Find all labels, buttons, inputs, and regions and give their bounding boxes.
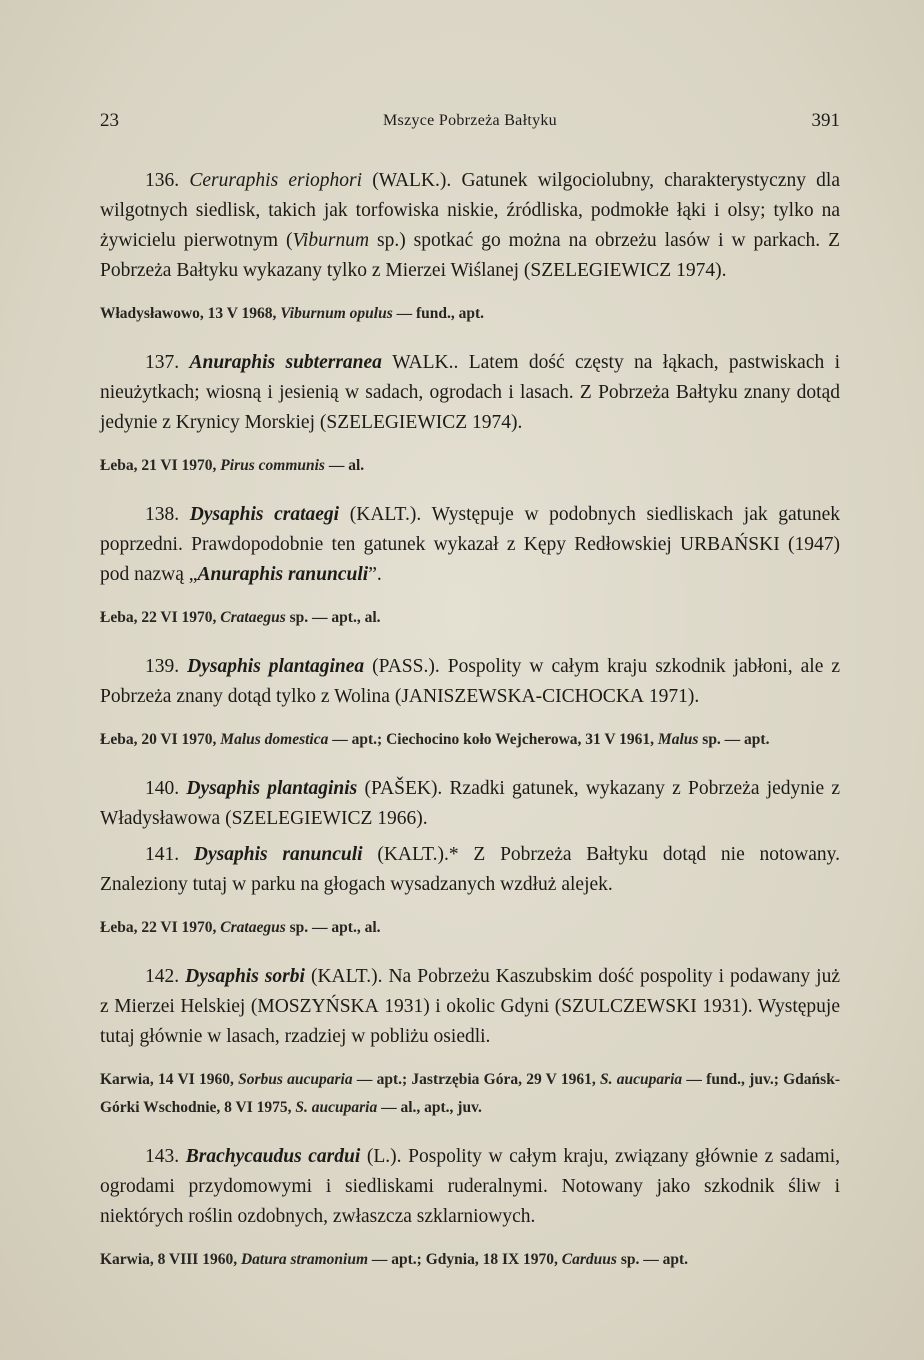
locality-record: [100, 914, 840, 942]
locality-text: — al.: [324, 457, 365, 474]
locality-host: Malus: [657, 731, 699, 748]
entry-text: 1931). Występuje tutaj głównie w lasach, rzadziej w pobliżu osiedli.: [100, 996, 841, 1047]
running-title: Mszyce Pobrzeża Bałtyku: [383, 112, 557, 129]
species-entry-143: [100, 1142, 840, 1274]
locality-host: Sorbus aucuparia: [238, 1071, 353, 1088]
reference-author: SZELEGIEWICZ: [530, 260, 672, 281]
species-entry-136: [100, 166, 840, 328]
entry-number: 139.: [145, 656, 180, 677]
entry-paragraph: [100, 1142, 840, 1232]
entry-text: Z Pobrzeża Bałtyku dotąd nie notowany. Znaleziony tutaj w parku na głogach wysadzanych wzdłuż alejek.: [100, 844, 841, 895]
entry-text: Pospolity w całym kraju, związany głównie z sadami, ogrodami przydomowymi i siedliskami ruderalnymi. Notowany jako szkodnik śliw i niektórych roślin ozdobnych, zwłaszcza szklarniowych.: [100, 1146, 840, 1227]
entry-paragraph: [100, 962, 840, 1052]
locality-text: Karwia, 8 VIII 1960,: [100, 1251, 241, 1268]
entry-text: 1974).: [467, 412, 523, 433]
species-author: WALK.: [392, 352, 454, 373]
species-name: Dysaphis plantaginea: [187, 656, 365, 677]
locality-text: — apt.; Jastrzębia Góra, 29 V 1961,: [352, 1071, 600, 1088]
entry-text: Latem dość częsty na łąkach, pastwiskach i nieużytkach; wiosną i jesienią w sadach, ogrodach i lasach. Z Pobrzeża Bałtyku znany dotąd jedynie z Krynicy Morskiej (: [100, 352, 841, 433]
locality-text: — fund., apt.: [392, 305, 485, 322]
species-author: (PAŠEK).: [364, 778, 443, 799]
locality-text: Władysławowo, 13 V 1968,: [100, 305, 281, 322]
reference-author: SZELEGIEWICZ: [326, 412, 468, 433]
species-name: Dysaphis sorbi: [185, 966, 305, 987]
locality-host: Carduus: [561, 1251, 617, 1268]
entry-text: Pospolity w całym kraju szkodnik jabłoni, ale z Pobrzeża znany dotąd tylko z Wolina (: [100, 656, 841, 707]
reference-author: URBAŃSKI: [680, 534, 780, 555]
entry-text: sp.) spotkać go można na obrzeżu lasów i w parkach. Z Pobrzeża Bałtyku wykazany tylko z Mierzei Wiślanej (: [100, 230, 841, 281]
locality-text: Łeba, 22 VI 1970,: [100, 919, 221, 936]
species-author: (WALK.).: [372, 170, 452, 191]
species-author: (KALT.).: [349, 504, 422, 525]
entry-text: (1947) pod nazwą „: [100, 534, 840, 585]
locality-record: [100, 1066, 840, 1122]
species-author: (KALT.).: [310, 966, 383, 987]
locality-text: — al., apt., juv.: [377, 1099, 482, 1116]
locality-text: Karwia, 14 VI 1960,: [100, 1071, 239, 1088]
entry-number: 141.: [145, 844, 180, 865]
entry-number: 137.: [145, 352, 180, 373]
entry-number: 138.: [145, 504, 180, 525]
locality-text: sp. — apt., al.: [285, 919, 381, 936]
species-entry-137: [100, 348, 840, 480]
main-text: [100, 166, 840, 1274]
locality-host: S. aucuparia: [295, 1099, 378, 1116]
entry-text: Gatunek wilgociolubny, charakterystyczny dla wilgotnych siedlisk, takich jak torfowiska niskie, źródliska, podmokłe łąki i olsy; tylko na żywicielu pierwotnym (: [100, 170, 840, 251]
locality-host: Datura stramonium: [240, 1251, 369, 1268]
entry-text: 1971).: [643, 686, 700, 707]
entry-paragraph: [100, 840, 840, 900]
page-header: [100, 110, 840, 140]
entry-text: Występuje w podobnych siedliskach jak gatunek poprzedni. Prawdopodobnie ten gatunek wykazał z Kępy Redłowskiej: [100, 504, 840, 555]
entry-number: 140.: [145, 778, 180, 799]
page-number: 391: [811, 110, 840, 131]
locality-text: sp. — apt.: [698, 731, 770, 748]
entry-text: 1974).: [671, 260, 727, 281]
species-author: (L.).: [366, 1146, 402, 1167]
entry-text: Na Pobrzeżu Kaszubskim dość pospolity i podawany już z Mierzei Helskiej (: [100, 966, 840, 1017]
entry-text: Rzadki gatunek, wykazany z Pobrzeża jedynie z Władysławowa (: [100, 778, 840, 829]
species-entry-140: [100, 774, 840, 834]
entry-paragraph: [100, 166, 840, 286]
species-entry-139: [100, 652, 840, 754]
locality-text: — fund., juv.; Gdańsk-Górki Wschodnie, 8 VI 1975,: [100, 1071, 840, 1116]
locality-record: [100, 300, 840, 328]
host-plant: Viburnum: [292, 230, 370, 251]
species-name: Brachycaudus cardui: [185, 1146, 361, 1167]
entry-paragraph: [100, 652, 840, 712]
species-entry-138: [100, 500, 840, 632]
entry-paragraph: 137. Anuraphis subterranea WALK.. Latem dość częsty na łąkach, pastwiskach i nieużytkach; wiosną i jesienią w sadach, ogrodach i lasach. Z Pobrzeża Bałtyku znany dotąd jedynie z Krynicy Morskiej (SZELEGIEWICZ 1974).: [100, 352, 841, 433]
locality-host: Malus domestica: [220, 731, 329, 748]
locality-text: Łeba, 22 VI 1970,: [100, 609, 221, 626]
entry-text: ”.: [368, 564, 382, 585]
reference-author: SZULCZEWSKI: [561, 996, 697, 1017]
entry-paragraph: [100, 774, 840, 834]
species-name: Dysaphis plantaginis: [186, 778, 358, 799]
entry-text: 1931) i okolic Gdyni (: [378, 996, 562, 1017]
locality-host: Pirus communis: [220, 457, 325, 474]
species-author: (KALT.).*: [377, 844, 459, 865]
species-name: Dysaphis ranunculi: [193, 844, 363, 865]
species-entry-142: [100, 962, 840, 1122]
locality-record: [100, 1246, 840, 1274]
locality-host: Crataegus: [220, 609, 286, 626]
locality-record: [100, 452, 840, 480]
locality-record: [100, 604, 840, 632]
locality-host: S. aucuparia: [599, 1071, 683, 1088]
journal-issue-number: 23: [100, 110, 119, 131]
species-name: Anuraphis subterranea: [189, 352, 382, 373]
entry-text: 1966).: [372, 808, 428, 829]
locality-text: Łeba, 20 VI 1970,: [100, 731, 221, 748]
entry-number: 136.: [145, 170, 180, 191]
reference-author: JANISZEWSKA-CICHOCKA: [401, 686, 644, 707]
locality-text: sp. — apt.: [616, 1251, 689, 1268]
locality-text: sp. — apt., al.: [285, 609, 381, 626]
reference-author: SZELEGIEWICZ: [231, 808, 373, 829]
entry-paragraph: [100, 500, 840, 590]
locality-text: — apt.; Ciechocino koło Wejcherowa, 31 V 1961,: [328, 731, 658, 748]
species-entry-141: [100, 840, 840, 942]
locality-text: — apt.; Gdynia, 18 IX 1970,: [368, 1251, 562, 1268]
entry-number: 143.: [145, 1146, 180, 1167]
reference-author: MOSZYŃSKA: [257, 996, 379, 1017]
locality-text: Łeba, 21 VI 1970,: [100, 457, 221, 474]
locality-host: Crataegus: [220, 919, 286, 936]
species-name: Ceruraphis eriophori: [189, 170, 363, 191]
locality-record: [100, 726, 840, 754]
species-name: Dysaphis crataegi: [189, 504, 340, 525]
entry-number: 142.: [145, 966, 180, 987]
synonym-name: Anuraphis ranunculi: [197, 564, 369, 585]
locality-host: Viburnum opulus: [280, 305, 393, 322]
species-author: (PASS.).: [372, 656, 440, 677]
